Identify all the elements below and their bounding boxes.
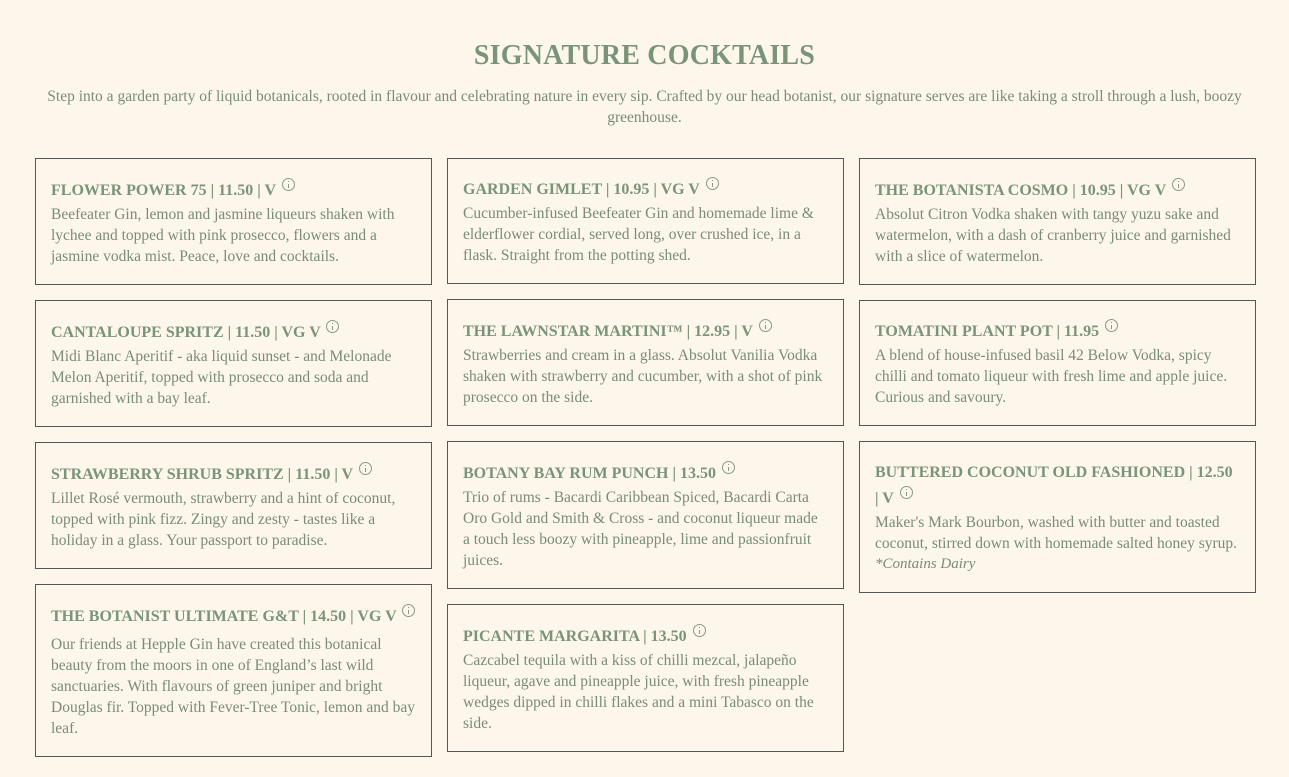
info-icon[interactable] — [706, 177, 719, 190]
cocktail-card-botanist-ultimate-gt — [35, 584, 432, 757]
cocktail-title: THE BOTANIST ULTIMATE G&T | 14.50 | VG V — [51, 601, 416, 630]
cocktail-title: PICANTE MARGARITA | 13.50 — [463, 621, 828, 650]
cocktail-description: A blend of house-infused basil 42 Below Vodka, spicy chilli and tomato liqueur with fresh lime and apple juice. Curious and savoury. — [875, 347, 1228, 406]
cocktail-card-botanista-cosmo — [859, 158, 1256, 285]
page-title: SIGNATURE COCKTAILS — [473, 40, 816, 71]
cocktail-description: Our friends at Hepple Gin have created this botanical beauty from the moors in one of England’s last wild sanctuaries. With flavours of green juniper and bright Douglas fir. Topped with Fever-Tree Tonic, lemon and bay leaf. — [51, 636, 416, 737]
cocktail-title: GARDEN GIMLET | 10.95 | VG V — [463, 175, 828, 203]
info-icon[interactable] — [282, 178, 295, 191]
cocktail-description: Lillet Rosé vermouth, strawberry and a hint of coconut, topped with pink fizz. Zingy and zesty - tastes like a holiday in a glass. Your passport to paradise. — [51, 490, 396, 549]
page-intro: Step into a garden party of liquid botanicals, rooted in flavour and celebrating nature in every sip. Crafted by our head botanist, our signature serves are like taking a stroll through a lush, boozy greenhouse. — [47, 88, 1242, 126]
menu-column-2 — [447, 158, 844, 767]
cocktail-card-botany-bay-rum-punch — [447, 441, 844, 589]
info-icon[interactable] — [722, 461, 735, 474]
info-icon[interactable] — [900, 486, 913, 499]
cocktail-description: Maker's Mark Bourbon, washed with butter and toasted coconut, stirred down with homemade salted honey syrup. — [875, 514, 1238, 552]
cocktail-card-lawnstar-martini — [447, 299, 844, 426]
cocktail-description: Midi Blanc Aperitif - aka liquid sunset - and Melonade Melon Aperitif, topped with prosecco and soda and garnished with a bay leaf. — [51, 348, 392, 407]
cocktail-card-cantaloupe-spritz — [35, 300, 432, 427]
info-icon[interactable] — [359, 462, 372, 475]
cocktail-description: Cucumber-infused Beefeater Gin and homemade lime & elderflower cordial, served long, over crushed ice, in a flask. Straight from the potting shed. — [463, 205, 814, 264]
info-icon[interactable] — [326, 320, 339, 333]
cocktail-description: Beefeater Gin, lemon and jasmine liqueurs shaken with lychee and topped with pink prosecco, flowers and a jasmine vodka mist. Peace, love and cocktails. — [51, 206, 395, 265]
dietary-note: *Contains Dairy — [875, 556, 976, 572]
info-icon[interactable] — [1172, 178, 1185, 191]
cocktail-description: Strawberries and cream in a glass. Absolut Vanilia Vodka shaken with strawberry and cucumber, with a shot of pink prosecco on the side. — [463, 347, 823, 406]
info-icon[interactable] — [1105, 319, 1118, 332]
cocktail-card-picante-margarita — [447, 604, 844, 752]
cocktail-card-buttered-coconut-old-fashioned — [859, 441, 1256, 593]
info-icon[interactable] — [759, 319, 772, 332]
cocktail-title: CANTALOUPE SPRITZ | 11.50 | VG V — [51, 317, 416, 346]
cocktail-card-strawberry-shrub-spritz — [35, 442, 432, 569]
cocktail-description: Absolut Citron Vodka shaken with tangy yuzu sake and watermelon, with a dash of cranberry juice and garnished with a slice of watermelon. — [875, 206, 1231, 265]
info-icon[interactable] — [693, 624, 706, 637]
cocktail-card-flower-power-75 — [35, 158, 432, 285]
cocktail-title: THE BOTANISTA COSMO | 10.95 | VG V — [875, 175, 1240, 204]
cocktail-title: TOMATINI PLANT POT | 11.95 — [875, 317, 1240, 345]
cocktail-description: Cazcabel tequila with a kiss of chilli mezcal, jalapeño liqueur, agave and pineapple juice, with fresh pineapple wedges dipped in chilli flakes and a mini Tabasco on the side. — [463, 652, 814, 732]
menu-column-3 — [859, 158, 1256, 608]
cocktail-title: STRAWBERRY SHRUB SPRITZ | 11.50 | V — [51, 459, 416, 488]
cocktail-card-garden-gimlet — [447, 158, 844, 284]
cocktail-title: FLOWER POWER 75 | 11.50 | V — [51, 175, 416, 204]
menu-column-1 — [35, 158, 432, 772]
cocktail-title: BUTTERED COCONUT OLD FASHIONED | 12.50 | V — [875, 464, 1233, 507]
cocktail-title: THE LAWNSTAR MARTINI™ | 12.95 | V — [463, 316, 828, 345]
cocktail-card-tomatini-plant-pot — [859, 300, 1256, 426]
info-icon[interactable] — [402, 604, 415, 617]
cocktail-title: BOTANY BAY RUM PUNCH | 13.50 — [463, 458, 828, 487]
cocktail-description: Trio of rums - Bacardi Caribbean Spiced, Bacardi Carta Oro Gold and Smith & Cross - and coconut liqueur made a touch less boozy with pineapple, lime and passionfruit juices. — [463, 489, 818, 569]
